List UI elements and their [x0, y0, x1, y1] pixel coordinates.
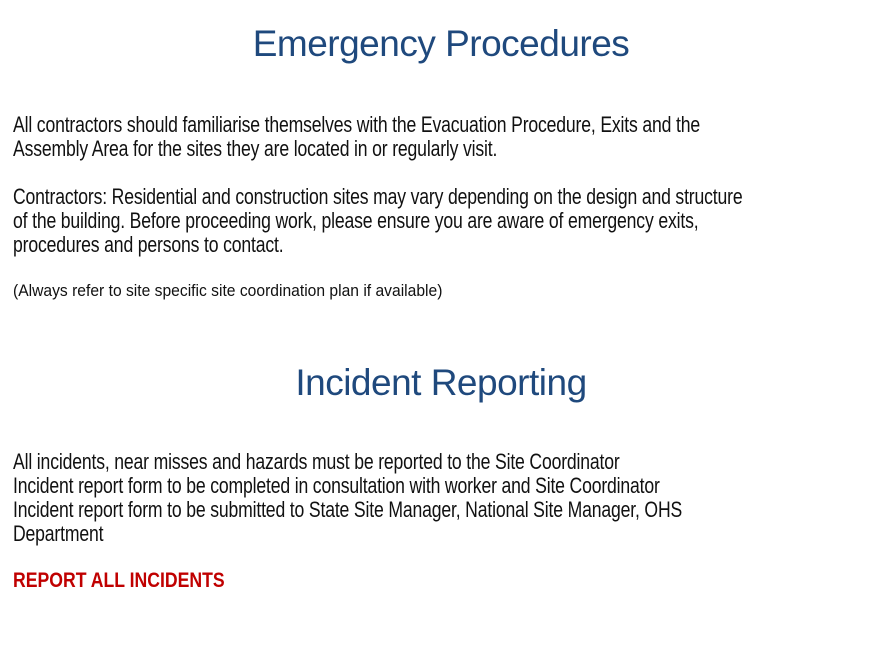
incident-reporting-heading: Incident Reporting — [295, 362, 587, 403]
paragraph-line: Assembly Area for the sites they are located in or regularly visit. — [13, 136, 498, 161]
paragraph-line: Contractors: Residential and construction sites may vary depending on the design and structure — [13, 184, 743, 209]
evacuation-familiarise-paragraph — [13, 113, 700, 161]
paragraph-line: Incident report form to be submitted to State Site Manager, National Site Manager, OHS — [13, 497, 683, 522]
paragraph-line: procedures and persons to contact. — [13, 232, 284, 257]
contractors-sites-paragraph — [13, 185, 742, 257]
report-all-incidents-alert: REPORT ALL INCIDENTS — [13, 569, 225, 592]
incident-reporting-paragraph — [13, 450, 682, 546]
paragraph-line: All incidents, near misses and hazards must be reported to the Site Coordinator — [13, 449, 620, 474]
paragraph-line: Incident report form to be completed in consultation with worker and Site Coordinator — [13, 473, 660, 498]
paragraph-line: Department — [13, 521, 104, 546]
paragraph-line: All contractors should familiarise themselves with the Evacuation Procedure, Exits and the — [13, 112, 701, 137]
site-coordination-plan-note: (Always refer to site specific site coordination plan if available) — [13, 281, 443, 300]
emergency-procedures-heading: Emergency Procedures — [252, 23, 630, 64]
paragraph-line: of the building. Before proceeding work, please ensure you are aware of emergency exits, — [13, 208, 699, 233]
